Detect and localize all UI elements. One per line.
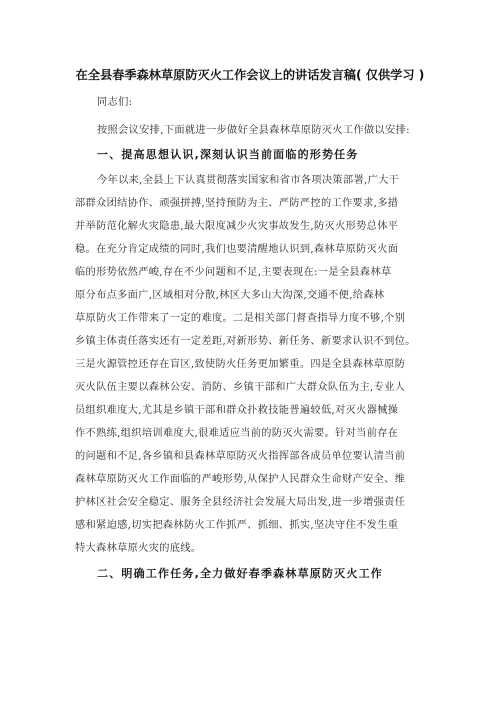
body-line: 稳。在充分肯定成绩的同时,我们也要清醒地认识到,森林草原防灭火面: [75, 244, 399, 255]
body-line: 员组织难度大,尤其是乡镇干部和群众扑救技能普遍较低,对灭火器械操: [75, 405, 399, 416]
body-line: 三是火源管控还存在盲区,致使防火任务更加繁重。四是全县森林草原防: [75, 359, 406, 370]
document-title: 在全县春季森林草原防灭火工作会议上的讲话发言稿( 仅供学习 ): [75, 68, 425, 82]
body-line: 护林区社会安全稳定、服务全县经济社会发展大局出发,进一步增强责任: [75, 497, 406, 508]
body-line: 特大森林草原火灾的底线。: [75, 543, 202, 554]
body-line: 乡镇主体责任落实还有一定差距,对新形势、新任务、新要求认识不到位。: [75, 336, 416, 347]
body-line: 感和紧迫感,切实把森林防火工作抓严、抓细、抓实,坚决守住不发生重: [75, 520, 399, 531]
body-line: 原分布点多面广,区域相对分散,林区大多山大沟深,交通不便,给森林: [75, 290, 385, 301]
section-heading-1: 一、提高思想认识,深刻认识当前面临的形势任务: [97, 148, 359, 161]
intro-paragraph: 按照会议安排,下面就进一步做好全县森林草原防灭火工作做以安排:: [97, 125, 410, 136]
body-line: 灭火队伍主要以森林公安、消防、乡镇干部和广大群众队伍为主,专业人: [75, 382, 406, 393]
body-line: 草原防火工作带来了一定的难度。二是相关部门督查指导力度不够,个别: [75, 313, 406, 324]
body-line: 部群众团结协作、顽强拼搏,坚持预防为主、严防严控的工作要求,多措: [75, 198, 399, 209]
section-heading-2: 二、明确工作任务,全力做好春季森林草原防灭火工作: [97, 567, 383, 580]
body-line: 的问题和不足,各乡镇和县森林草原防灭火指挥部各成员单位要认清当前: [75, 451, 406, 462]
body-line: 临的形势依然严峻,存在不少问题和不足,主要表现在:一是全县森林草: [75, 267, 392, 278]
body-line: 今年以来,全县上下认真贯彻落实国家和省市各项决策部署,广大干: [97, 175, 400, 186]
body-line: 并举防范化解火灾隐患,最大限度减少火灾事故发生,防灭火形势总体平: [75, 221, 399, 232]
greeting: 同志们:: [97, 97, 133, 108]
body-line: 作不熟练,组织培训难度大,很难适应当前的防灭火需要。针对当前存在: [75, 428, 399, 439]
body-line: 森林草原防灭火工作面临的严峻形势,从保护人民群众生命财产安全、维: [75, 474, 406, 485]
